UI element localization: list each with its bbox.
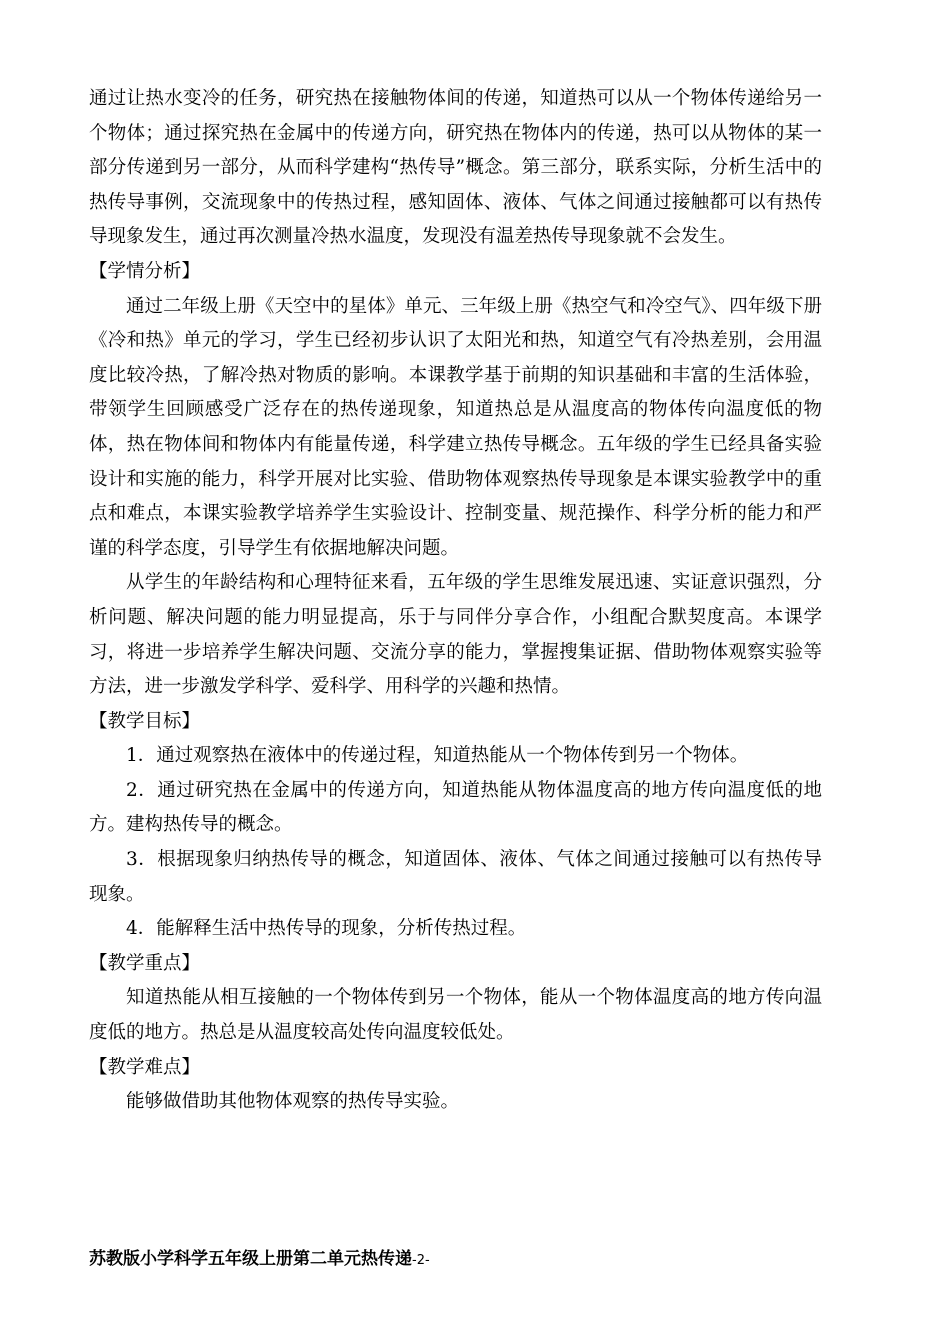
page-number: -2- bbox=[412, 1253, 430, 1268]
footer-title: 苏教版小学科学五年级上册第二单元热传递 bbox=[89, 1249, 412, 1269]
learning-analysis-heading: 【学情分析】 bbox=[89, 260, 201, 282]
teaching-objectives-heading: 【教学目标】 bbox=[89, 710, 201, 732]
objective-item-1: 1．通过观察热在液体中的传递过程，知道热能从一个物体传到另一个物体。 bbox=[126, 745, 749, 767]
objective-item-4: 4．能解释生活中热传导的现象，分析传热过程。 bbox=[126, 918, 527, 940]
page-footer bbox=[89, 1244, 430, 1269]
teaching-focus-paragraph: 知道热能从相互接触的一个物体传到另一个物体，能从一个物体温度高的地方传向温度低的地方。热总是从温度较高处传向温度较低处。 bbox=[89, 987, 822, 1044]
teaching-difficulty-paragraph: 能够做借助其他物体观察的热传导实验。 bbox=[126, 1091, 460, 1113]
teaching-focus-heading: 【教学重点】 bbox=[89, 952, 201, 974]
objective-item-3: 3．根据现象归纳热传导的概念，知道固体、液体、气体之间通过接触可以有热传导现象。 bbox=[89, 849, 822, 905]
teaching-difficulty-heading: 【教学难点】 bbox=[89, 1056, 201, 1078]
learning-analysis-paragraph-1: 通过二年级上册《天空中的星体》单元、三年级上册《热空气和冷空气》、四年级下册《冷和热》单元的学习，学生已经初步认识了太阳光和热，知道空气有冷热差别，会用温度比较冷热，了解冷热对物质的影响。本课教学基于前期的知识基础和丰富的生活体验，带领学生回顾感受广泛存在的热传递现象，知道热总是从温度高的物体传向温度低的物体，热在物体间和物体内有能量传递，科学建立热传导概念。五年级的学生已经具备实验设计和实施的能力，科学开展对比实验、借助物体观察热传导现象是本课实验教学中的重点和难点，本课实验教学培养学生实验设计、控制变量、规范操作、科学分析的能力和严谨的科学态度，引导学生有依据地解决问题。 bbox=[89, 295, 822, 559]
document-body bbox=[89, 82, 822, 1120]
learning-analysis-paragraph-2: 从学生的年龄结构和心理特征来看，五年级的学生思维发展迅速、实证意识强烈，分析问题、解决问题的能力明显提高，乐于与同伴分享合作，小组配合默契度高。本课学习，将进一步培养学生解决问题、交流分享的能力，掌握搜集证据、借助物体观察实验等方法，进一步激发学科学、爱科学、用科学的兴趣和热情。 bbox=[89, 572, 822, 698]
objective-item-2: 2．通过研究热在金属中的传递方向，知道热能从物体温度高的地方传向温度低的地方。建构热传导的概念。 bbox=[89, 779, 822, 836]
intro-paragraph: 通过让热水变冷的任务，研究热在接触物体间的传递，知道热可以从一个物体传递给另一个物体；通过探究热在金属中的传递方向，研究热在物体内的传递，热可以从物体的某一部分传递到另一部分，从而科学建构“热传导”概念。第三部分，联系实际，分析生活中的热传导事例，交流现象中的传热过程，感知固体、液体、气体之间通过接触都可以有热传导现象发生，通过再次测量冷热水温度，发现没有温差热传导现象就不会发生。 bbox=[89, 88, 822, 248]
